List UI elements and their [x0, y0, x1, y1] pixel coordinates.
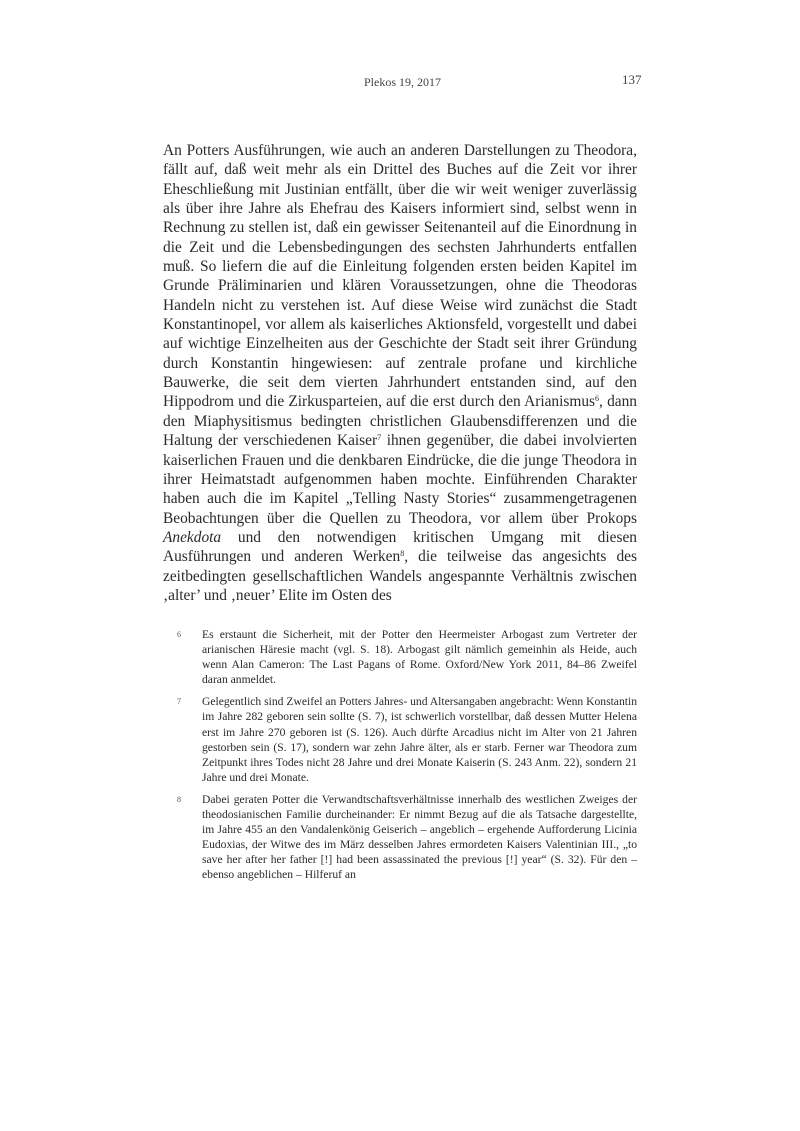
text-run: An Potters Ausführungen, wie auch an anderen Darstellungen zu Theodora, fällt auf, daß weit mehr als ein Drittel des Buches auf die Zeit vor ihrer Eheschließung mit Justinian entfällt, über die wir weit weniger zuverlässig als über ihre Jahre als Ehefrau des Kaisers informiert sind, selbst wenn in Rechnung zu stellen ist, daß ein gewisser Seitenanteil auf die Einordnung in die Zeit und die Lebensbedingungen des sechsten Jahrhunderts entfallen muß. So liefern die auf die Einleitung folgenden ersten beiden Kapitel im Grunde Präliminarien und klären Voraussetzungen, ohne die Theodoras Handeln nicht zu verstehen ist. Auf diese Weise wird zunächst die Stadt Konstantinopel, vor allem als kaiserliches Aktionsfeld, vorgestellt und dabei auf wichtige Einzelheiten aus der Geschichte der Stadt seit ihrer Gründung durch Konstantin hingewiesen: auf zentrale profane und kirchliche Bauwerke, die seit dem vierten Jahrhundert entstanden sind, auf den Hippodrom und die Zirkusparteien, auf die erst durch den Arianismus: [163, 142, 637, 411]
text-run: , dann den Miaphysitismus bedingten christlichen Glaubensdifferenzen und die Haltung der verschiedenen Kaiser: [163, 393, 637, 450]
paragraph: [163, 141, 637, 605]
footnote-text: Es erstaunt die Sicherheit, mit der Potter den Heermeister Arbogast zum Vertreter der arianischen Häresie macht (vgl. S. 18). Arbogast gilt nämlich gemeinhin als Heide, auch wenn Alan Cameron: The Last Pagans of Rome. Oxford/New York 2011, 84–86 Zweifel daran anmeldet.: [202, 628, 637, 687]
footnote-number: 6: [177, 630, 181, 639]
footnote-number: 7: [177, 697, 181, 707]
footnote-ref-7[interactable]: 7: [377, 433, 382, 443]
footnotes: [163, 627, 637, 890]
footnote-7: [163, 694, 637, 785]
main-text: [163, 141, 637, 605]
text-run: und den notwendigen kritischen Umgang mit diesen Ausführungen und anderen Werken: [163, 528, 637, 566]
footnote-text: Dabei geraten Potter die Verwandtschaftsverhältnisse innerhalb des westlichen Zweiges der theodosianischen Familie durcheinander: Er nimmt Bezug auf die als Tatsache dargestellte, im Jahre 455 an den Vandalenkönig Geiserich – angeblich – ergehende Aufforderung Licinia Eudoxias, der Witwe des im März desselben Jahres ermordeten Kaisers Valentinian III., „to save her after her father [!] had been assassinated the previous [!] year“ (S. 32). Für den – ebenso angeblichen – Hilferuf an: [202, 792, 637, 882]
footnote-8: [163, 792, 637, 883]
footnote-6: [163, 627, 637, 687]
page-number: 137: [622, 72, 642, 87]
text-run: ihnen gegenüber, die dabei involvierten kaiserlichen Frauen und die denkbaren Eindrücke, die die junge Theodora in ihrer Heimatstadt aufgenommen haben mochte. Einführenden Charakter haben auch die im Kapitel „Telling Nasty Stories“ zusammengetragenen Beobachtungen über die Quellen zu Theodora, vor allem über Prokops: [163, 432, 638, 527]
journal-title: Plekos 19, 2017: [364, 75, 442, 89]
footnote-number: 8: [177, 794, 181, 804]
work-title: Anekdota: [163, 528, 222, 546]
footnote-ref-6[interactable]: 6: [595, 394, 600, 404]
footnote-text: Gelegentlich sind Zweifel an Potters Jahres- und Altersangaben angebracht: Wenn Konstantin im Jahre 282 geboren sein sollte (S. 7), ist schwerlich vorstellbar, daß dessen Mutter Helena erst im Jahre 270 geboren ist (S. 126). Auch dürfte Arcadius nicht im Alter von 21 Jahren gestorben sein (S. 17), sondern war zehn Jahre älter, als er starb. Ferner war Theodora zum Zeitpunkt ihres Todes nicht 28 Jahre und drei Monate Kaiserin (S. 243 Anm. 22), sondern 21 Jahre und drei Monate.: [202, 695, 637, 784]
text-run: , die teilweise das angesichts des zeitbedingten gesellschaftlichen Wandels angespannte Verhältnis zwischen ‚alter’ und ‚neuer’ Elite im Osten des: [163, 548, 637, 604]
footnote-ref-8[interactable]: 8: [400, 549, 405, 559]
